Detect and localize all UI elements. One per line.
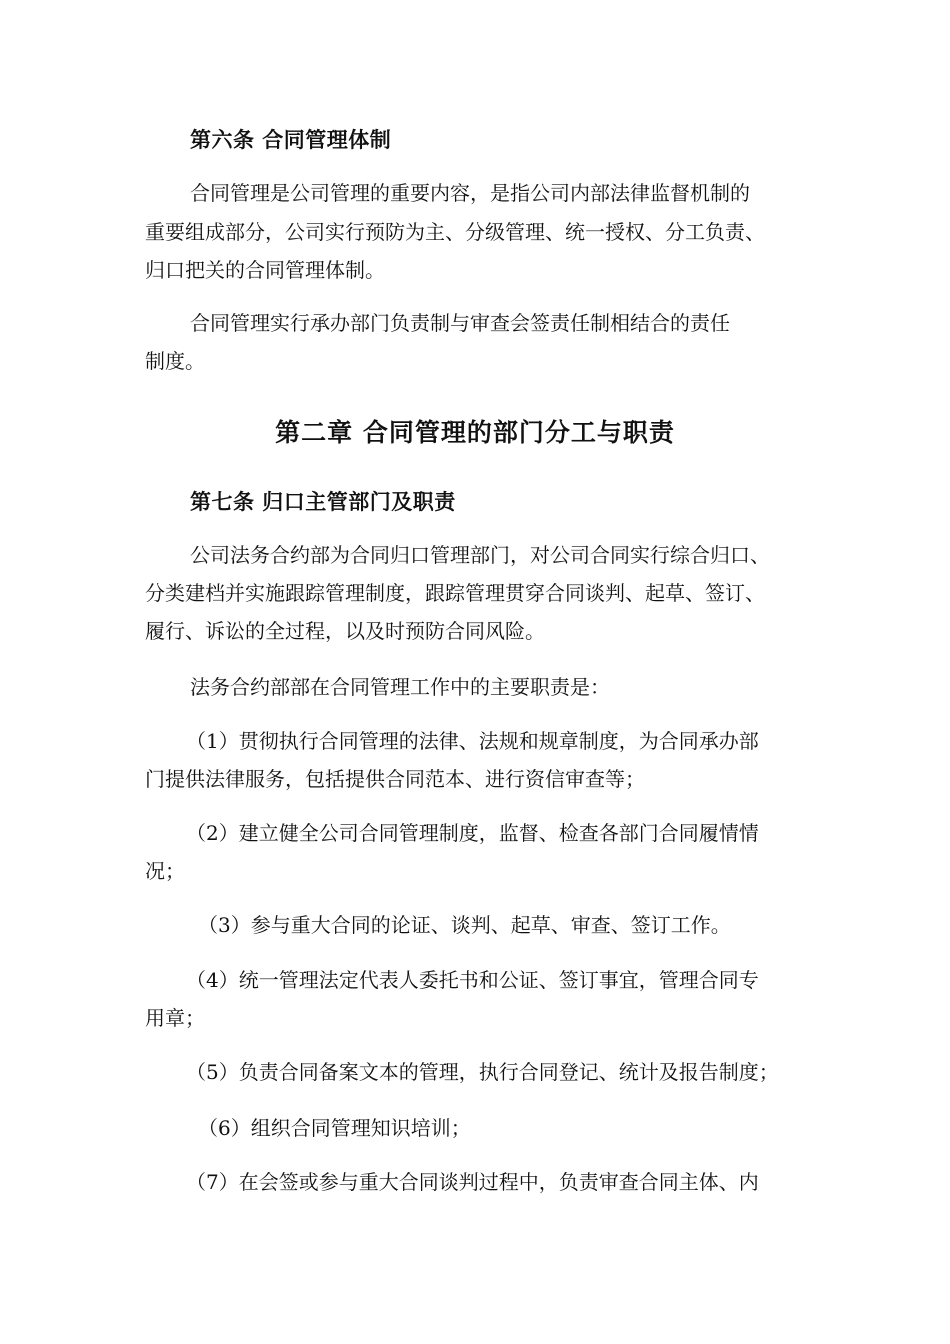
article-6-para-1-line-1: 合同管理是公司管理的重要内容，是指公司内部法律监督机制的 bbox=[190, 181, 750, 205]
article-7-para-1-line-3: 履行、诉讼的全过程，以及时预防合同风险。 bbox=[145, 619, 545, 643]
article-7-item-5-line-1: （5）负责合同备案文本的管理，执行合同登记、统计及报告制度； bbox=[186, 1060, 779, 1084]
article-7-intro: 法务合约部部在合同管理工作中的主要职责是： bbox=[190, 675, 610, 699]
article-6-para-1-line-3: 归口把关的合同管理体制。 bbox=[145, 258, 385, 282]
article-6-para-2-line-2: 制度。 bbox=[145, 349, 205, 373]
article-7-item-2-line-1: （2）建立健全公司合同管理制度，监督、检查各部门合同履情情 bbox=[186, 821, 759, 845]
article-7-item-1-line-2: 门提供法律服务，包括提供合同范本、进行资信审查等； bbox=[145, 767, 645, 791]
article-7-para-1-line-1: 公司法务合约部为合同归口管理部门，对公司合同实行综合归口、 bbox=[190, 543, 770, 567]
article-6-heading: 第六条 合同管理体制 bbox=[190, 127, 392, 152]
chapter-2-heading: 第二章 合同管理的部门分工与职责 bbox=[275, 418, 675, 447]
article-7-item-2-line-2: 况； bbox=[145, 859, 185, 883]
article-7-item-7-line-1: （7）在会签或参与重大合同谈判过程中，负责审查合同主体、内 bbox=[186, 1170, 759, 1194]
article-6-para-1-line-2: 重要组成部分，公司实行预防为主、分级管理、统一授权、分工负责、 bbox=[145, 220, 765, 244]
article-7-heading: 第七条 归口主管部门及职责 bbox=[190, 489, 456, 514]
article-7-item-6-line-1: （6）组织合同管理知识培训； bbox=[198, 1116, 471, 1140]
article-7-item-3-line-1: （3）参与重大合同的论证、谈判、起草、审查、签订工作。 bbox=[198, 913, 731, 937]
article-7-item-4-line-1: （4）统一管理法定代表人委托书和公证、签订事宜，管理合同专 bbox=[186, 968, 759, 992]
article-7-item-4-line-2: 用章； bbox=[145, 1006, 205, 1030]
article-7-para-1-line-2: 分类建档并实施跟踪管理制度，跟踪管理贯穿合同谈判、起草、签订、 bbox=[145, 581, 765, 605]
article-6-para-2-line-1: 合同管理实行承办部门负责制与审查会签责任制相结合的责任 bbox=[190, 311, 730, 335]
article-7-item-1-line-1: （1）贯彻执行合同管理的法律、法规和规章制度，为合同承办部 bbox=[186, 729, 759, 753]
